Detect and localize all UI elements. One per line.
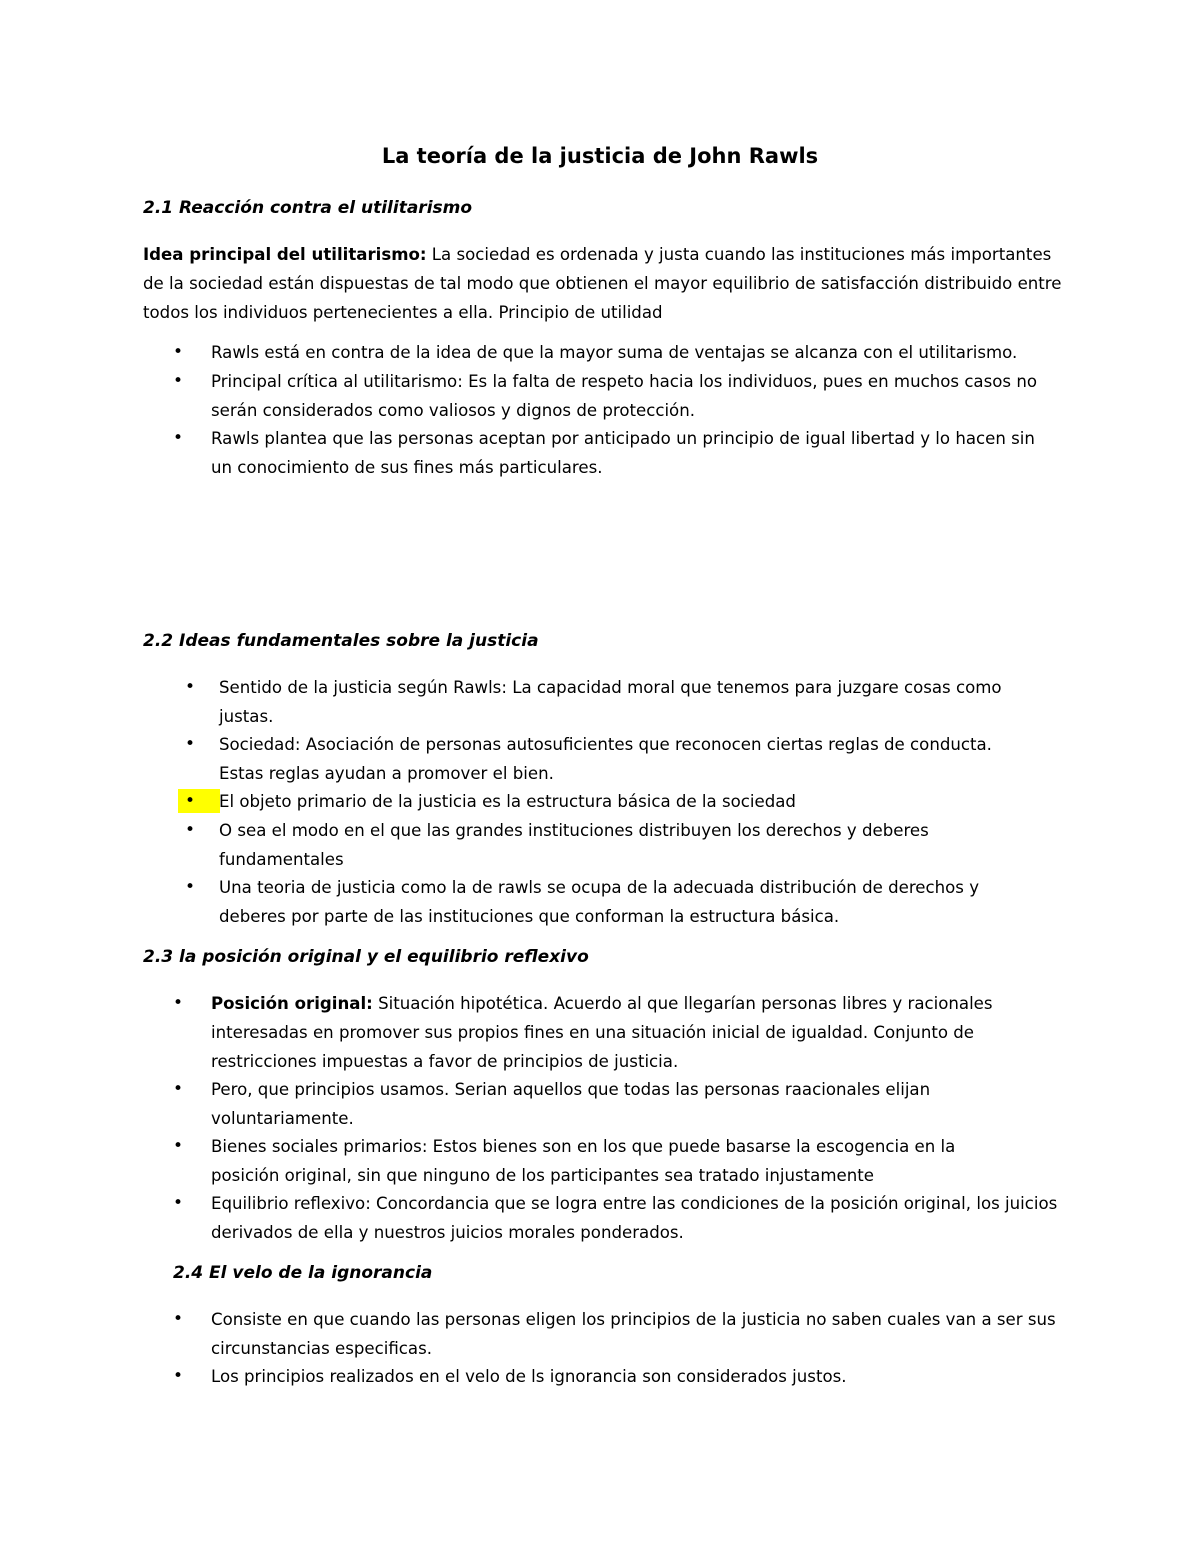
- bullet-icon: •: [173, 1193, 184, 1213]
- list-item: Los principios realizados en el velo de ls ignorancia son considerados justos.: [211, 1367, 847, 1386]
- bullet-icon: •: [173, 342, 184, 362]
- list-item: Sociedad: Asociación de personas autosuficientes que reconocen ciertas reglas de conducta. Estas reglas ayudan a promover el bien.: [219, 735, 992, 783]
- section-heading-2-3: 2.3 la posición original y el equilibrio reflexivo: [143, 947, 589, 967]
- bullet-icon: •: [185, 677, 196, 697]
- item-bold-label: Posición original:: [211, 994, 373, 1013]
- list-item: Bienes sociales primarios: Estos bienes son en los que puede basarse la escogencia en la posición original, sin que ninguno de los participantes sea tratado injustamente: [211, 1137, 956, 1185]
- list-item: Rawls plantea que las personas aceptan por anticipado un principio de igual libertad y lo hacen sin un conocimiento de sus fines más particulares.: [211, 429, 1035, 477]
- bullet-icon: •: [173, 371, 184, 391]
- intro-text: La sociedad es ordenada y justa cuando las instituciones más importantes de la sociedad están dispuestas de tal modo que obtienen el mayor equilibrio de satisfacción distribuido entre todos los individuos pertenecientes a ella. Principio de utilidad: [143, 245, 1062, 322]
- list-item: Una teoria de justicia como la de rawls se ocupa de la adecuada distribución de derechos y deberes por parte de las instituciones que conforman la estructura básica.: [219, 878, 980, 926]
- list-item: Pero, que principios usamos. Serian aquellos que todas las personas raacionales elijan voluntariamente.: [211, 1080, 931, 1128]
- bullet-icon: •: [185, 791, 196, 811]
- bullet-icon: •: [173, 1136, 184, 1156]
- list-item: Sentido de la justicia según Rawls: La capacidad moral que tenemos para juzgare cosas como justas.: [219, 678, 1002, 726]
- section-heading-2-4: 2.4 El velo de la ignorancia: [173, 1263, 433, 1283]
- list-item: Rawls está en contra de la idea de que la mayor suma de ventajas se alcanza con el utilitarismo.: [211, 343, 1018, 362]
- bullet-icon: •: [173, 1309, 184, 1329]
- list-item: Consiste en que cuando las personas eligen los principios de la justicia no saben cuales van a ser sus circunstancias especificas.: [211, 1310, 1056, 1358]
- intro-paragraph: [143, 240, 1063, 327]
- bullet-icon: •: [173, 428, 184, 448]
- item-text: Situación hipotética. Acuerdo al que llegarían personas libres y racionales interesadas en promover sus propios fines en una situación inicial de igualdad. Conjunto de restricciones impuestas a favor de principios de justicia.: [211, 994, 993, 1071]
- intro-bold-label: Idea principal del utilitarismo:: [143, 245, 427, 264]
- section-heading-2-2: 2.2 Ideas fundamentales sobre la justicia: [143, 631, 539, 651]
- list-item: Principal crítica al utilitarismo: Es la falta de respeto hacia los individuos, pues en muchos casos no serán considerados como valiosos y dignos de protección.: [211, 372, 1037, 420]
- list-item: El objeto primario de la justicia es la estructura básica de la sociedad: [219, 792, 796, 811]
- list-item: [211, 989, 1051, 1076]
- bullet-icon: •: [173, 1366, 184, 1386]
- bullet-icon: •: [185, 734, 196, 754]
- list-item: O sea el modo en el que las grandes instituciones distribuyen los derechos y deberes fundamentales: [219, 821, 929, 869]
- document-title: La teoría de la justicia de John Rawls: [381, 144, 819, 168]
- bullet-icon: •: [173, 1079, 184, 1099]
- bullet-icon: •: [185, 820, 196, 840]
- bullet-icon: •: [173, 993, 184, 1013]
- bullet-icon: •: [185, 877, 196, 897]
- section-heading-2-1: 2.1 Reacción contra el utilitarismo: [143, 198, 473, 218]
- list-item: Equilibrio reflexivo: Concordancia que se logra entre las condiciones de la posición original, los juicios derivados de ella y nuestros juicios morales ponderados.: [211, 1194, 1058, 1242]
